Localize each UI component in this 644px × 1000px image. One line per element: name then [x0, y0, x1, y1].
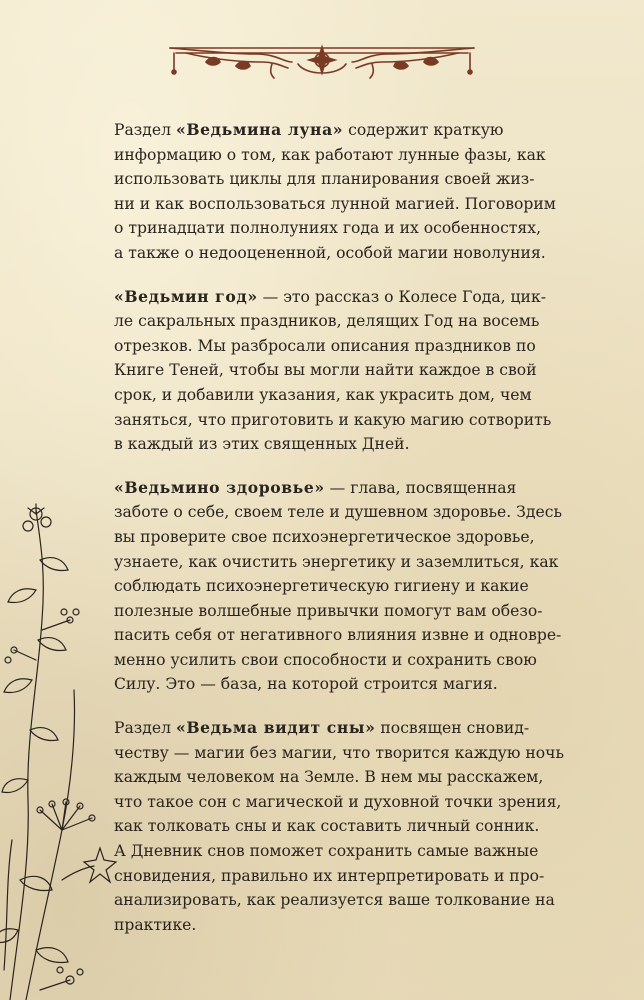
paragraph-line: «Ведьмин год» — это рассказ о Колесе Года, цик-	[114, 286, 546, 306]
botanical-illustration	[0, 500, 120, 1000]
paragraph-line: узнаете, как очистить энергетику и заземлиться, как	[114, 552, 559, 571]
paragraph-lead: Раздел	[114, 719, 176, 738]
paragraph-witch-dreams	[114, 716, 564, 937]
page-text	[114, 118, 564, 956]
paragraph-line: заботе о себе, своем теле и душевном здоровье. Здесь	[114, 503, 562, 522]
paragraph-lead: Раздел	[114, 121, 176, 139]
paragraph-line: вы проверите свое психоэнергетическое здоровье,	[114, 527, 535, 546]
paragraph-line: Раздел «Ведьма видит сны» посвящен сновид-	[114, 718, 530, 738]
paragraph-witch-moon	[114, 118, 556, 266]
section-label-witch-health: «Ведьмино здоровье»	[114, 477, 325, 497]
paragraph-line: ле сакральных праздников, делящих Год на восемь	[114, 312, 540, 331]
paragraph-line: каждым человеком на Земле. В нем мы расскажем,	[114, 768, 544, 787]
paragraph-line: ни и как воспользоваться лунной магией. Поговорим	[114, 194, 556, 213]
section-label-witch-year: «Ведьмин год»	[114, 286, 258, 306]
paragraph-line: информацию о том, как работают лунные фазы, как	[114, 145, 546, 164]
paragraph-line: «Ведьмино здоровье» — глава, посвященная	[114, 477, 517, 497]
paragraph-line: менно усилить свои способности и сохранить свою	[114, 650, 537, 669]
paragraph-line: Раздел «Ведьмина луна» содержит краткую	[114, 120, 504, 139]
paragraph-line: полезные волшебные привычки помогут вам обезо-	[114, 601, 543, 620]
paragraph-line: о тринадцати полнолуниях года и их особенностях,	[114, 219, 542, 238]
paragraph-line: что такое сон с магической и духовной точки зрения,	[114, 792, 562, 811]
paragraph-line: а также о недооцененной, особой магии новолуния.	[114, 243, 546, 262]
paragraph-line: Книге Теней, чтобы вы могли найти каждое в свой	[114, 361, 537, 380]
paragraph-line: Силу. Это — база, на которой строится магия.	[114, 675, 498, 694]
header-ornament	[166, 40, 478, 86]
paragraph-line: анализировать, как реализуется ваше толкование на	[114, 891, 555, 910]
paragraph-line: практике.	[114, 915, 197, 934]
paragraph-line: заняться, что приготовить и какую магию сотворить	[114, 410, 552, 429]
paragraph-witch-year	[114, 285, 552, 457]
paragraph-line: честву — магии без магии, что творится каждую ночь	[114, 743, 564, 762]
paragraph-line: в каждый из этих священных Дней.	[114, 435, 410, 454]
paragraph-line: сновидения, правильно их интерпретировать и про-	[114, 866, 545, 885]
section-label-witch-dreams: «Ведьма видит сны»	[176, 718, 376, 738]
paragraph-witch-health	[114, 476, 562, 697]
paragraph-line: отрезков. Мы разбросали описания праздников по	[114, 336, 536, 355]
paragraph-line: как толковать сны и как составить личный сонник.	[114, 817, 540, 836]
paragraph-line: соблюдать психоэнергетическую гигиену и какие	[114, 577, 529, 596]
paragraph-line: срок, и добавили указания, как украсить дом, чем	[114, 385, 532, 404]
section-label-witch-moon: «Ведьмина луна»	[176, 120, 344, 139]
paragraph-line: пасить себя от негативного влияния извне и одновре-	[114, 626, 562, 645]
paragraph-line: использовать циклы для планирования своей жиз-	[114, 170, 535, 189]
paragraph-line: А Дневник снов поможет сохранить самые важные	[114, 842, 539, 861]
